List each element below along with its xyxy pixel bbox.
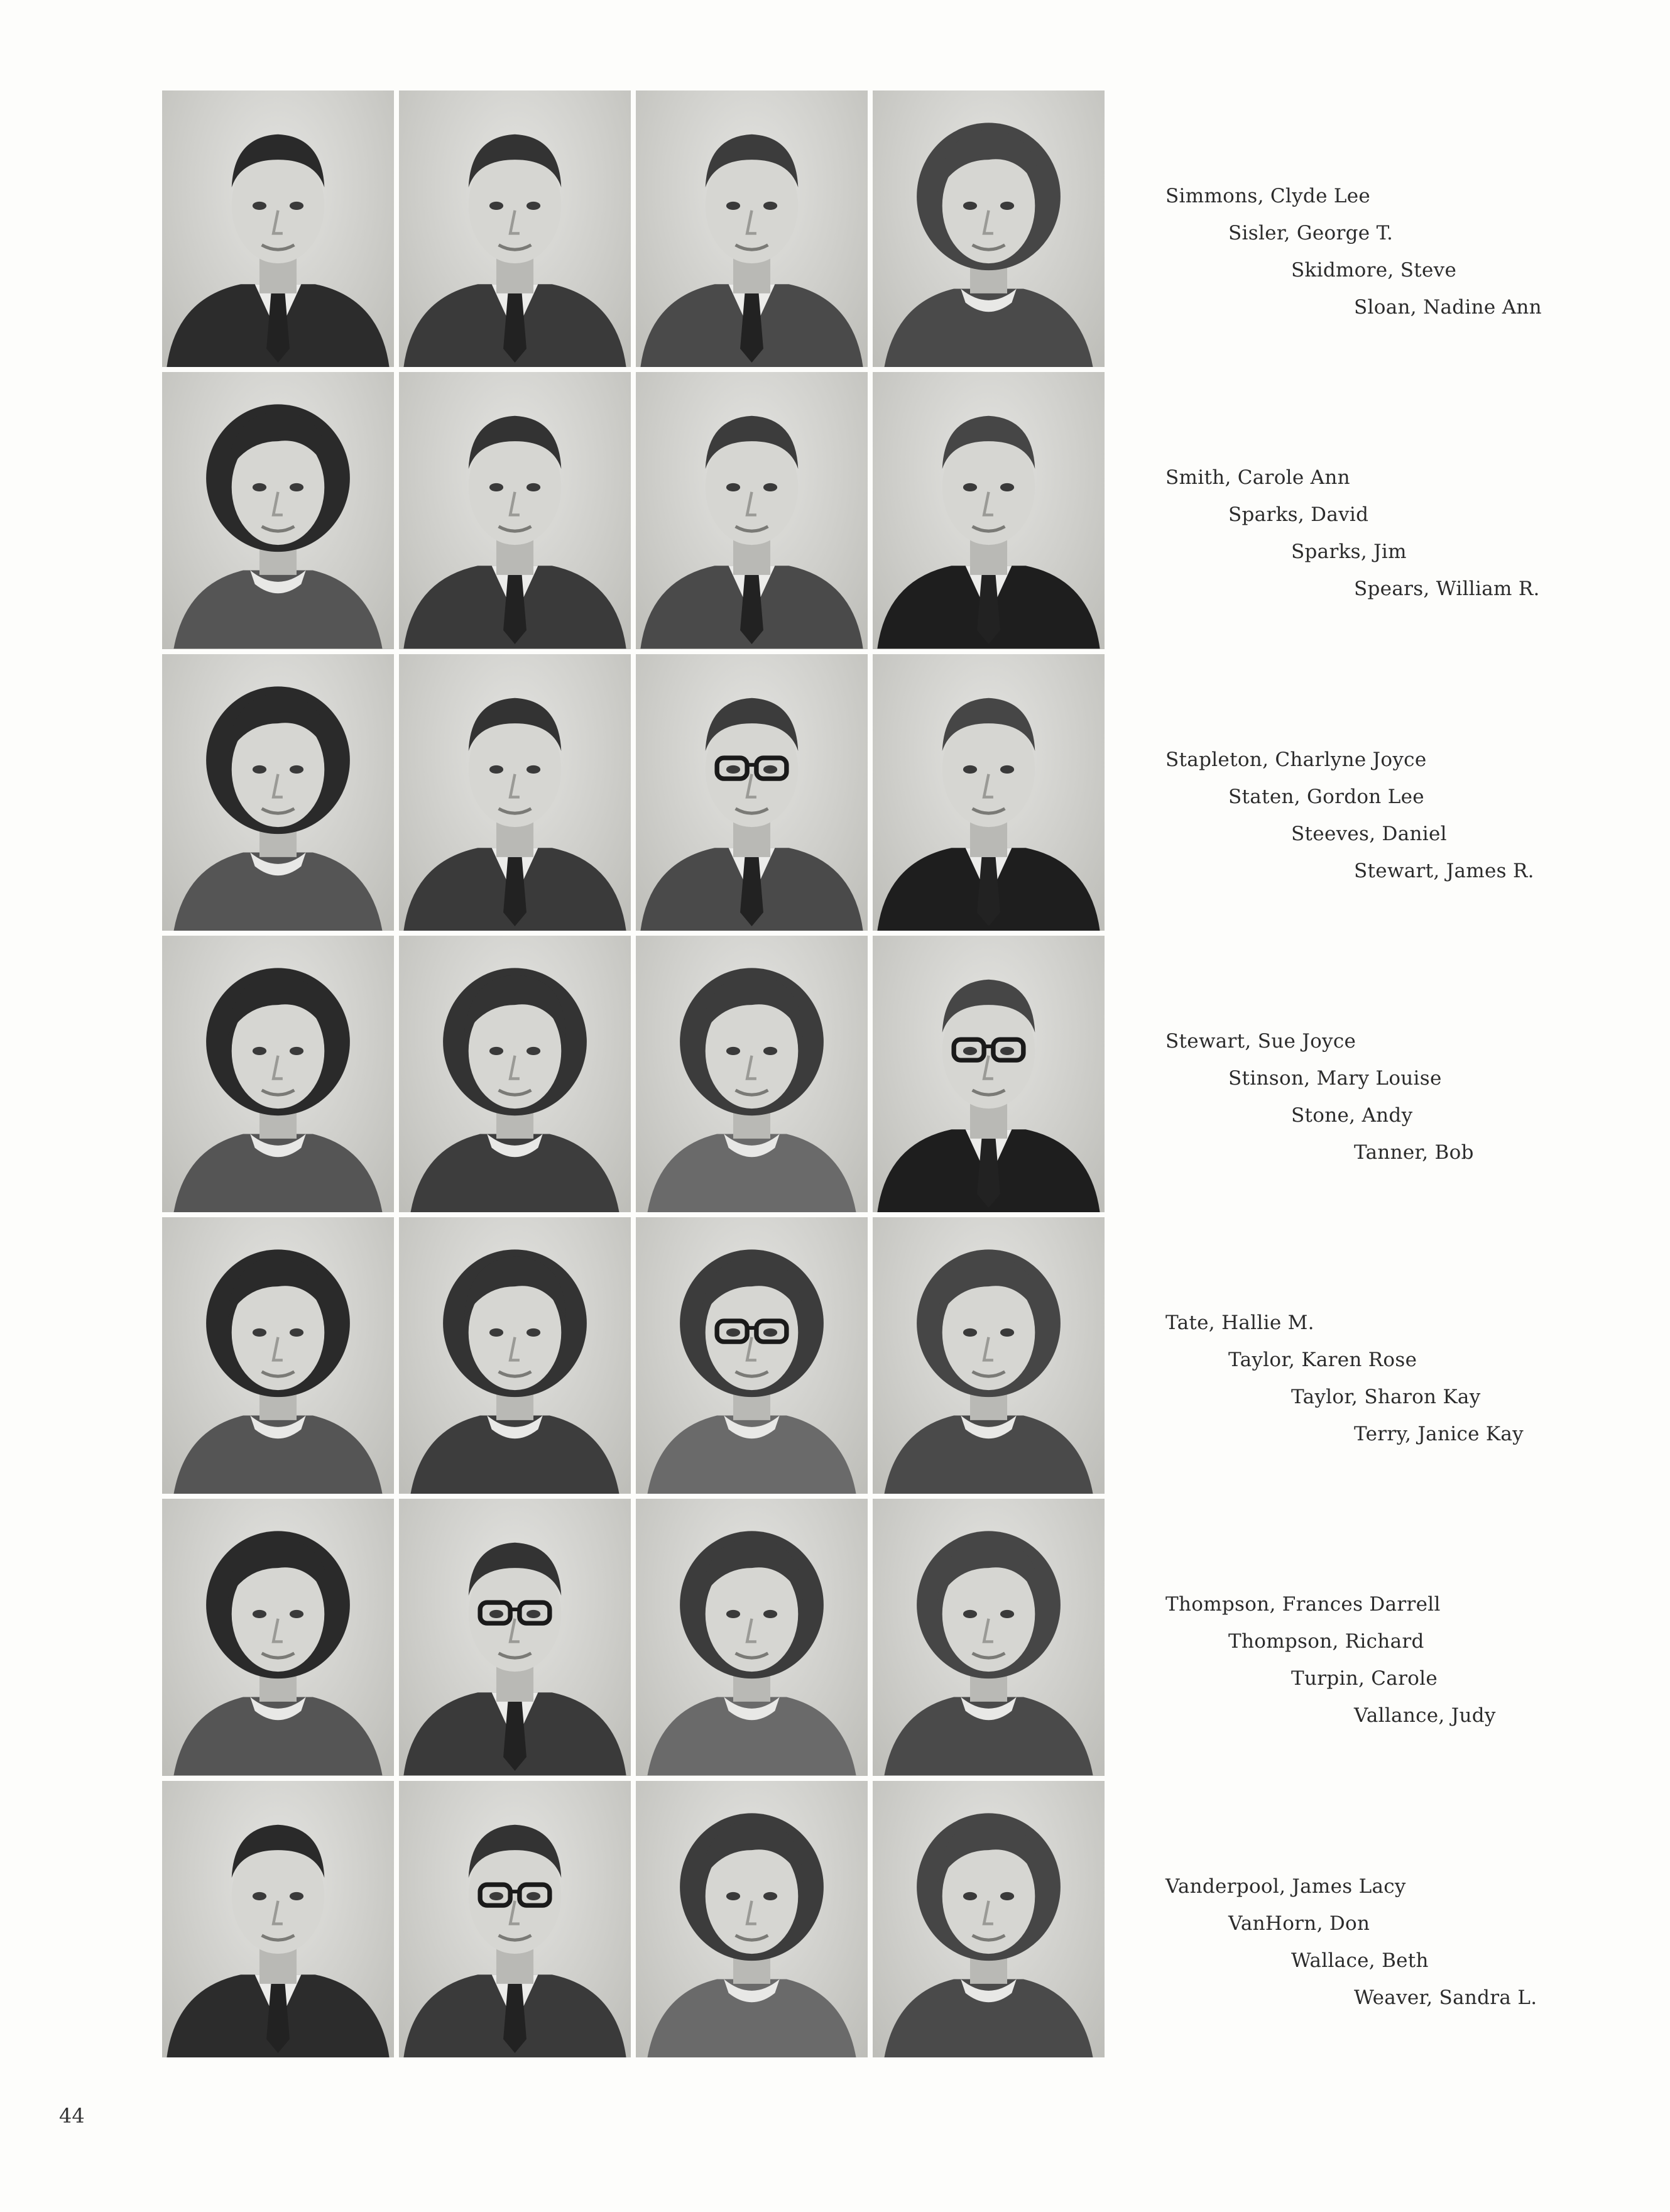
student-name: Stone, Andy: [1291, 1103, 1413, 1127]
portrait-photo: [162, 372, 394, 649]
student-name: Steeves, Daniel: [1291, 822, 1447, 845]
portrait-photo: [636, 1781, 868, 2057]
portrait-photo: [873, 90, 1105, 367]
portrait-photo: [162, 654, 394, 931]
portrait-photo: [873, 1217, 1105, 1494]
student-name: Stinson, Mary Louise: [1228, 1066, 1442, 1090]
page-number: 44: [59, 2104, 85, 2128]
student-name: Stapleton, Charlyne Joyce: [1165, 748, 1427, 771]
student-name: Sloan, Nadine Ann: [1354, 296, 1542, 319]
student-name: Stewart, James R.: [1354, 859, 1534, 882]
portrait-photo: [399, 1217, 631, 1494]
student-name: Terry, Janice Kay: [1354, 1423, 1524, 1446]
name-group: [1165, 747, 1618, 898]
student-name: Smith, Carole Ann: [1165, 466, 1350, 490]
student-name: Thompson, Richard: [1228, 1630, 1424, 1653]
portrait-grid: [162, 90, 1105, 2057]
portrait-photo: [162, 1781, 394, 2057]
portrait-photo: [162, 1499, 394, 1775]
student-name: Turpin, Carole: [1291, 1667, 1438, 1690]
portrait-photo: [399, 936, 631, 1212]
portrait-photo: [636, 1217, 868, 1494]
portrait-photo: [873, 936, 1105, 1212]
name-group: [1165, 465, 1618, 616]
portrait-photo: [636, 1499, 868, 1775]
student-name: Taylor, Karen Rose: [1228, 1349, 1417, 1372]
portrait-photo: [873, 654, 1105, 931]
portrait-photo: [873, 372, 1105, 649]
student-name: VanHorn, Don: [1228, 1912, 1370, 1935]
student-name: Stewart, Sue Joyce: [1165, 1029, 1356, 1053]
student-name: Spears, William R.: [1354, 578, 1540, 601]
student-name: Wallace, Beth: [1291, 1949, 1429, 1972]
student-name: Sparks, Jim: [1291, 540, 1407, 564]
student-name: Staten, Gordon Lee: [1228, 785, 1424, 808]
name-group: [1165, 1029, 1618, 1180]
portrait-photo: [636, 372, 868, 649]
portrait-photo: [873, 1781, 1105, 2057]
portrait-photo: [162, 1217, 394, 1494]
student-name: Tate, Hallie M.: [1165, 1311, 1314, 1335]
name-group: [1165, 1592, 1618, 1743]
portrait-photo: [399, 1499, 631, 1775]
portrait-photo: [399, 90, 631, 367]
portrait-photo: [162, 936, 394, 1212]
name-group: [1165, 1874, 1618, 2025]
student-name: Sparks, David: [1228, 503, 1369, 527]
student-name: Simmons, Clyde Lee: [1165, 185, 1371, 207]
portrait-photo: [399, 1781, 631, 2057]
portrait-photo: [399, 654, 631, 931]
portrait-photo: [636, 654, 868, 931]
student-name: Skidmore, Steve: [1291, 259, 1457, 282]
student-name: Weaver, Sandra L.: [1354, 1986, 1537, 2009]
portrait-photo: [399, 372, 631, 649]
name-group: [1165, 183, 1618, 334]
portrait-photo: [162, 90, 394, 367]
student-name: Taylor, Sharon Kay: [1291, 1386, 1481, 1409]
student-name: Sisler, George T.: [1228, 222, 1394, 244]
student-name: Vanderpool, James Lacy: [1165, 1875, 1406, 1898]
student-name: Vallance, Judy: [1354, 1704, 1496, 1727]
student-name: Thompson, Frances Darrell: [1165, 1593, 1441, 1616]
portrait-photo: [636, 936, 868, 1212]
name-group: [1165, 1310, 1618, 1461]
portrait-photo: [636, 90, 868, 367]
student-name: Tanner, Bob: [1354, 1141, 1474, 1164]
portrait-photo: [873, 1499, 1105, 1775]
